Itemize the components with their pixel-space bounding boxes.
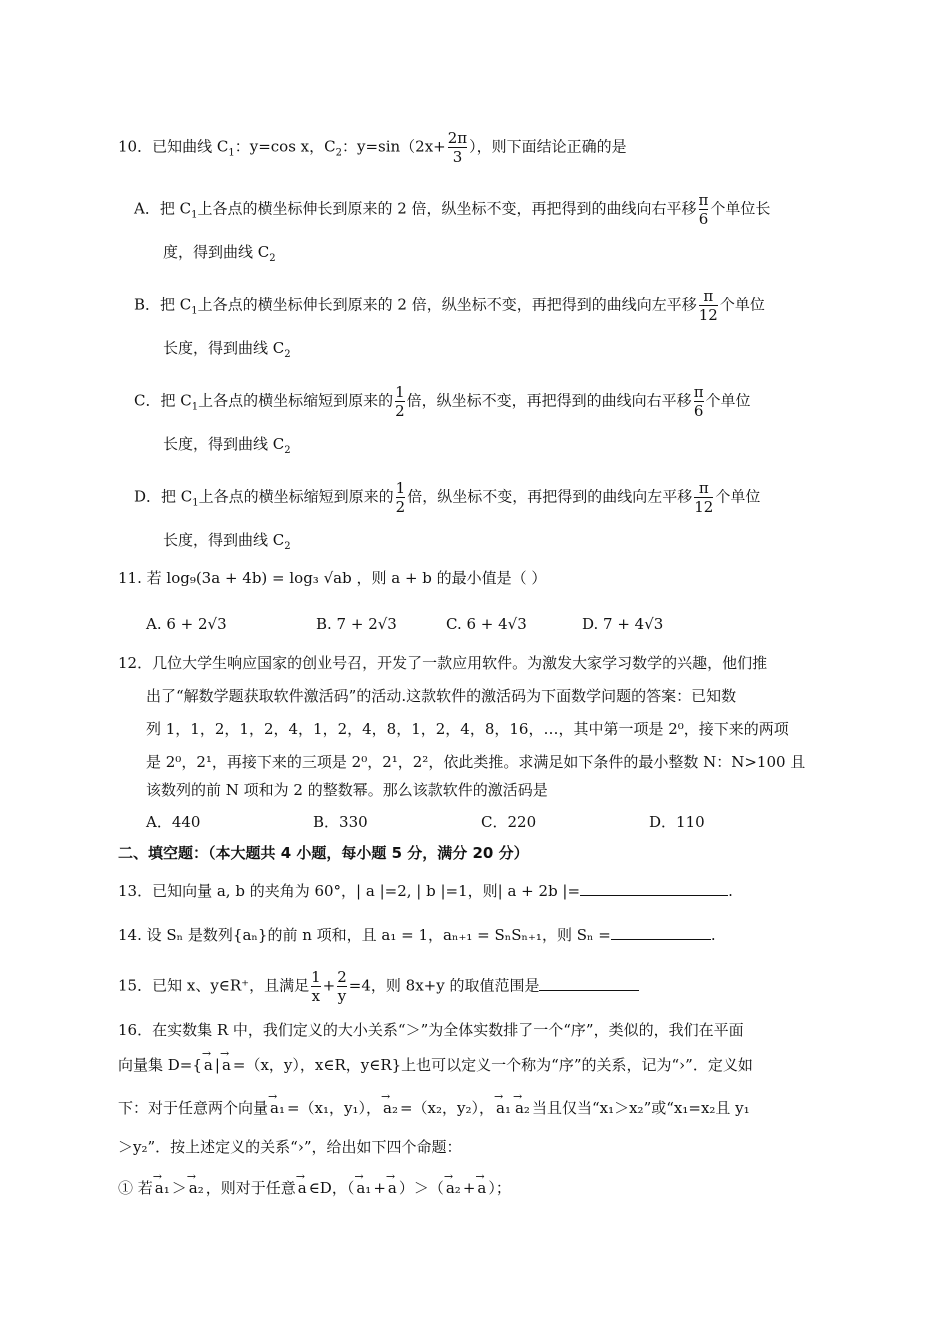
q12-option-a: A．440 [146,813,201,831]
q12-line-1: 12．几位大学生响应国家的创业号召，开发了一款应用软件。为激发大家学习数学的兴趣，他们推 [118,654,768,672]
q10-option-b: B．把 $C_1$上各点的横坐标伸长到原来的 2 倍，纵坐标不变，再把得到的曲线向左平移 $\frac{\pi}{12}$ 个单位 [134,287,765,324]
fraction-pi-12: $\frac{\pi}{12}$ [694,479,714,516]
answer-blank[interactable] [611,925,711,940]
q10-option-b-cont: 长度，得到曲线 $C_2$ [163,339,291,360]
vector-a2: → a₂ [381,1098,400,1118]
fraction-2-y: $\frac{2}{y}$ [337,968,347,1005]
vector-a2: → a₂ [513,1098,532,1118]
q16-line-1: 16．在实数集 R 中，我们定义的大小关系“＞”为全体实数排了一个“序”，类似的，我们在平面 [118,1021,744,1039]
vector-a: → a [202,1055,215,1075]
q15: 15．已知 x、y∈R⁺，且满足 $\frac{1}{x}$ + $\frac{2}{y}$ =4，则 8x+y 的取值范围是 [118,968,639,1005]
vector-a: → a [386,1178,399,1198]
q10-option-c-cont: 长度，得到曲线 $C_2$ [163,435,291,456]
fraction-pi-12: $\frac{\pi}{12}$ [698,287,718,324]
answer-blank[interactable] [580,881,728,896]
q11-option-d: D. 7 + 4√3 [582,615,664,633]
fraction-1-2: $\frac{1}{2}$ [395,479,406,516]
q11-option-c: C. 6 + 4√3 [446,615,527,633]
q12-option-d: D．110 [649,813,705,831]
q12-line-2: 出了“解数学题获取软件激活码”的活动.这款软件的激活码为下面数学问题的答案：已知数 [146,687,737,705]
vector-a2: → a₂ [444,1178,463,1198]
q12-line-3: 列 1，1，2，1，2，4，1，2，4，8，1，2，4，8，16，…，其中第一项是 2⁰，接下来的两项 [146,720,789,738]
answer-blank[interactable] [539,976,639,991]
vector-a: → a [296,1178,309,1198]
vector-a1: → a₁ [268,1098,287,1118]
q16-line-5: ① 若→ a₁ ＞→ a₂ ，则对于任意→ a ∈D，（→ a₁ +→ a ）＞（→ a₂ +→ a ）； [118,1178,511,1198]
q12-option-b: B．330 [313,813,368,831]
q10-option-d-cont: 长度，得到曲线 $C_2$ [163,531,291,552]
q16-line-4: ＞y₂”．按上述定义的关系“›”，给出如下四个命题： [118,1138,462,1156]
fraction-pi-6: $\frac{\pi}{6}$ [698,191,709,228]
q12-line-4: 是 2⁰，2¹，再接下来的三项是 2⁰，2¹，2²，依此类推。求满足如下条件的最小整数 N：N>100 且 [146,753,806,771]
fraction-pi-6: $\frac{\pi}{6}$ [693,383,704,420]
fraction-2pi-3: $\frac{2\pi}{3}$ [447,129,468,166]
section-heading-fill-in: 二、填空题：（本大题共 4 小题，每小题 5 分，满分 20 分） [118,844,529,862]
fraction-1-x: $\frac{1}{x}$ [311,968,321,1005]
q10-option-c: C．把 $C_1$上各点的横坐标缩短到原来的 $\frac{1}{2}$ 倍，纵坐标不变，再把得到的曲线向右平移 $\frac{\pi}{6}$ 个单位 [134,383,751,420]
q11-option-a: A. 6 + 2√3 [146,615,227,633]
q13: 13．已知向量 a, b 的夹角为 60°，| a |=2, | b |=1，则| a + 2b |= . [118,882,733,900]
q11-option-b: B. 7 + 2√3 [316,615,397,633]
vector-a2: → a₂ [187,1178,206,1198]
q12-line-5: 该数列的前 N 项和为 2 的整数幂。那么该款软件的激活码是 [146,781,548,799]
vector-a1: → a₁ [354,1178,373,1198]
fraction-1-2: $\frac{1}{2}$ [395,383,405,420]
q12-option-c: C．220 [481,813,537,831]
q14: 14. 设 Sₙ 是数列{aₙ}的前 n 项和，且 a₁ = 1，aₙ₊₁ = SₙSₙ₊₁，则 Sₙ = . [118,926,716,944]
q16-line-2: 向量集 D={→ a |→ a =（x，y），x∈R，y∈R}上也可以定义一个称为“序”的关系，记为“›”．定义如 [118,1055,753,1075]
q10-option-a-cont: 度，得到曲线 $C_2$ [163,243,276,264]
q11-stem: 11. 若 log₉(3a + 4b) = log₃ √ab ，则 a + b 的最小值是（ ） [118,569,547,587]
q10-option-a: A．把 $C_1$上各点的横坐标伸长到原来的 2 倍，纵坐标不变，再把得到的曲线向右平移 $\frac{\pi}{6}$ 个单位长 [134,191,771,228]
vector-a: → a [475,1178,488,1198]
vector-a1: → a₁ [153,1178,172,1198]
vector-a1: → a₁ [494,1098,513,1118]
q10-stem: 10．已知曲线 $C_1$：y=cos x，$C_2$：y=sin（2x+ $\frac{2\pi}{3}$ ），则下面结论正确的是 [118,129,627,166]
q16-line-3: 下：对于任意两个向量→ a₁ =（x₁，y₁），→ a₂ =（x₂，y₂），→ a₁→ a₂ 当且仅当“x₁＞x₂”或“x₁=x₂且 y₁ [118,1098,750,1118]
q10-option-d: D．把 $C_1$上各点的横坐标缩短到原来的 $\frac{1}{2}$ 倍，纵坐标不变，再把得到的曲线向左平移 $\frac{\pi}{12}$ 个单位 [134,479,761,516]
vector-a: → a [220,1055,233,1075]
